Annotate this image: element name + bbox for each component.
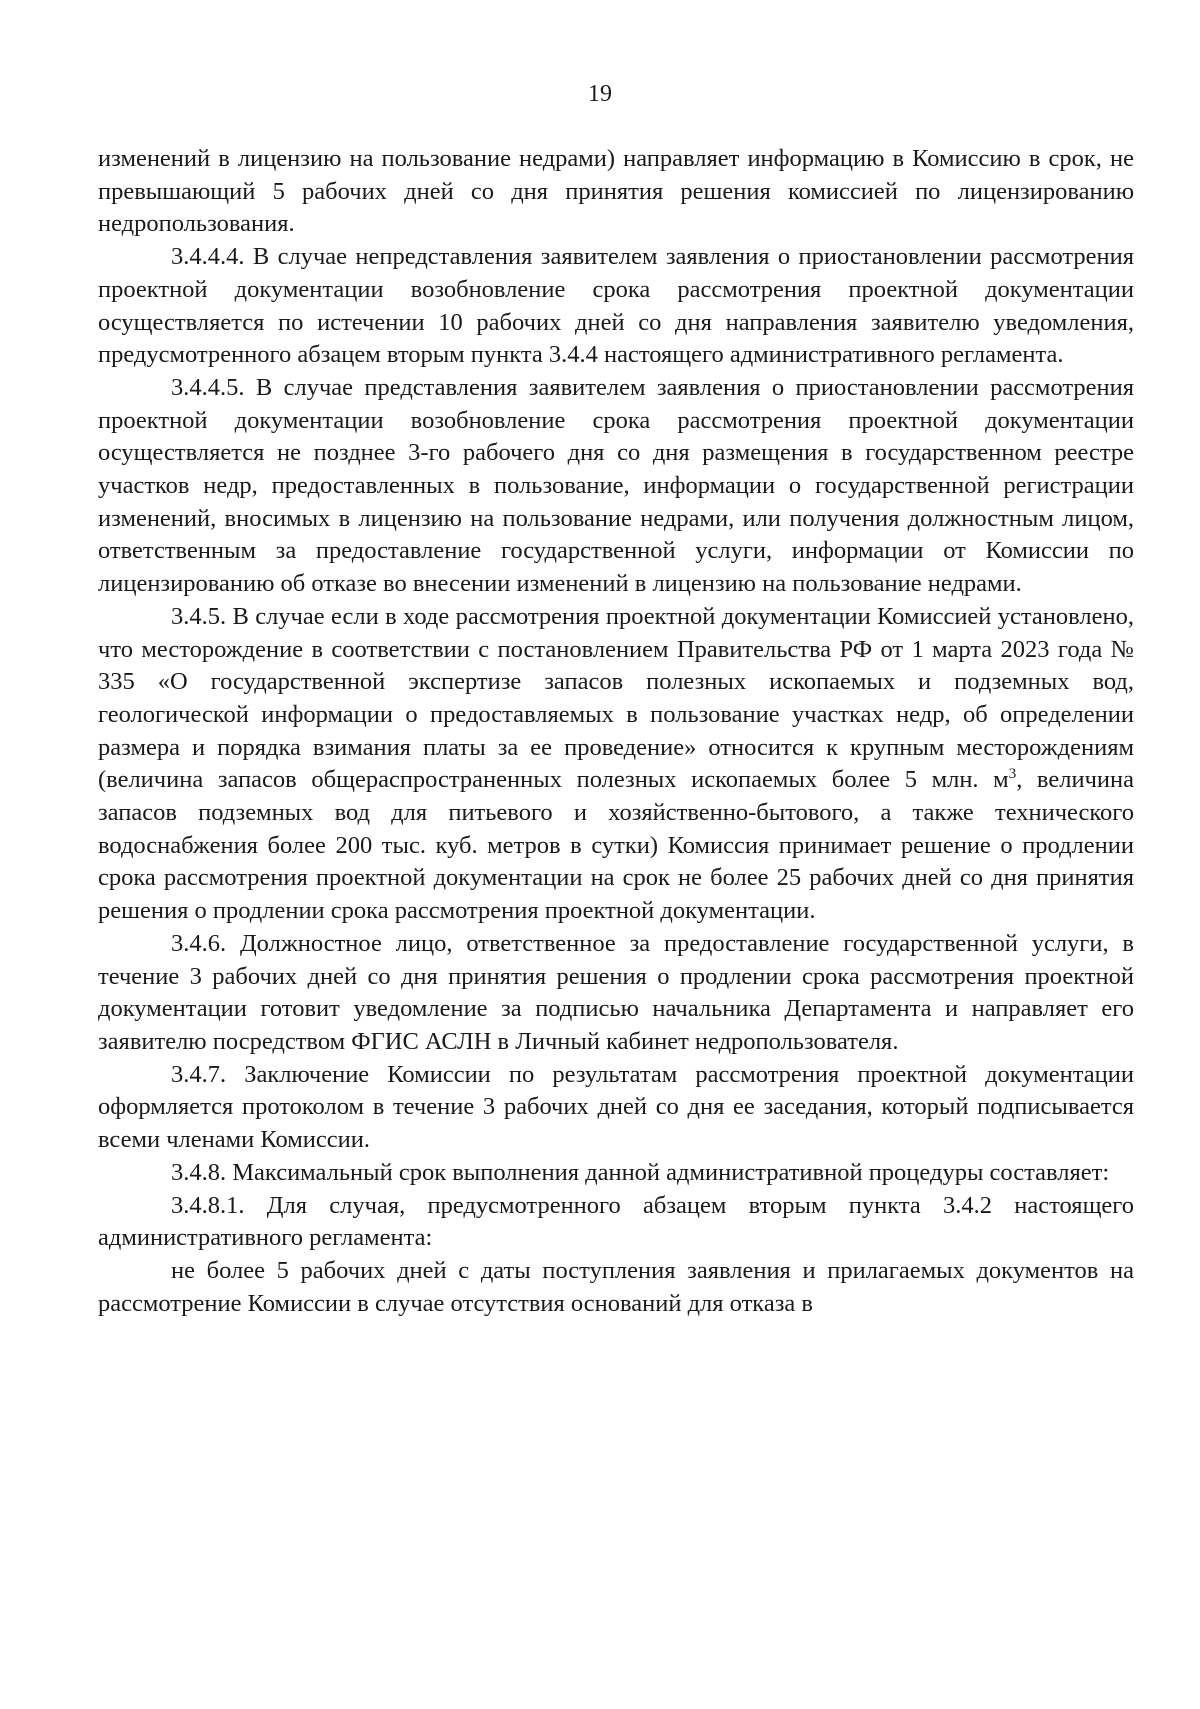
paragraph-3-4-7: 3.4.7. Заключение Комиссии по результатам рассмотрения проектной документации оформляется протоколом в течение 3 рабочих дней со дня ее заседания, который подписывается всеми членами Комиссии. — [98, 1060, 1134, 1154]
superscript-cubic: 3 — [1008, 766, 1017, 783]
paragraph-3-4-5-text-after: , величина запасов подземных вод для питьевого и хозяйственно-бытового, а также технического водоснабжения более 200 тыс. куб. метров в сутки) Комиссия принимает решение о продлении срока рассмотрения проектной документации на срок не более 25 рабочих дней со дня принятия решения о продлении срока рассмотрения проектной документации. — [98, 766, 1134, 925]
page-number: 19 — [588, 81, 612, 107]
paragraph-3-4-8-1: 3.4.8.1. Для случая, предусмотренного абзацем вторым пункта 3.4.2 настоящего административного регламента: — [98, 1191, 1134, 1252]
document-body — [98, 143, 1134, 1320]
paragraph-3-4-5 — [98, 601, 1134, 928]
paragraph-3-4-5-text-before: 3.4.5. В случае если в ходе рассмотрения проектной документации Комиссией установлено, что месторождение в соответствии с постановлением Правительства РФ от 1 марта 2023 года № 335 «О государственной экспертизе запасов полезных ископаемых и подземных вод, геологической информации о предоставляемых в пользование участках недр, об определении размера и порядка взимания платы за ее проведение» относится к крупным месторождениям (величина запасов общераспространенных полезных ископаемых более 5 млн. м — [98, 602, 1134, 794]
paragraph-3-4-4-4: 3.4.4.4. В случае непредставления заявителем заявления о приостановлении рассмотрения проектной документации возобновление срока рассмотрения проектной документации осуществляется по истечении 10 рабочих дней со дня направления заявителю уведомления, предусмотренного абзацем вторым пункта 3.4.4 настоящего административного регламента. — [98, 243, 1134, 369]
paragraph-3-4-8: 3.4.8. Максимальный срок выполнения данной административной процедуры составляет: — [171, 1158, 1110, 1186]
paragraph-term-limit: не более 5 рабочих дней с даты поступления заявления и прилагаемых документов на рассмотрение Комиссии в случае отсутствия оснований для отказа в — [98, 1256, 1134, 1317]
paragraph-continuation: изменений в лицензию на пользование недрами) направляет информацию в Комиссию в срок, не превышающий 5 рабочих дней со дня принятия решения комиссией по лицензированию недропользования. — [98, 145, 1134, 238]
paragraph-3-4-4-5: 3.4.4.5. В случае представления заявителем заявления о приостановлении рассмотрения проектной документации возобновление срока рассмотрения проектной документации осуществляется не позднее 3-го рабочего дня со дня размещения в государственном реестре участков недр, предоставленных в пользование, информации о государственной регистрации изменений, вносимых в лицензию на пользование недрами, или получения должностным лицом, ответственным за предоставление государственной услуги, информации от Комиссии по лицензированию об отказе во внесении изменений в лицензию на пользование недрами. — [98, 373, 1134, 598]
paragraph-3-4-6: 3.4.6. Должностное лицо, ответственное за предоставление государственной услуги, в течение 3 рабочих дней со дня принятия решения о продлении срока рассмотрения проектной документации готовит уведомление за подписью начальника Департамента и направляет его заявителю посредством ФГИС АСЛН в Личный кабинет недропользователя. — [98, 929, 1134, 1055]
